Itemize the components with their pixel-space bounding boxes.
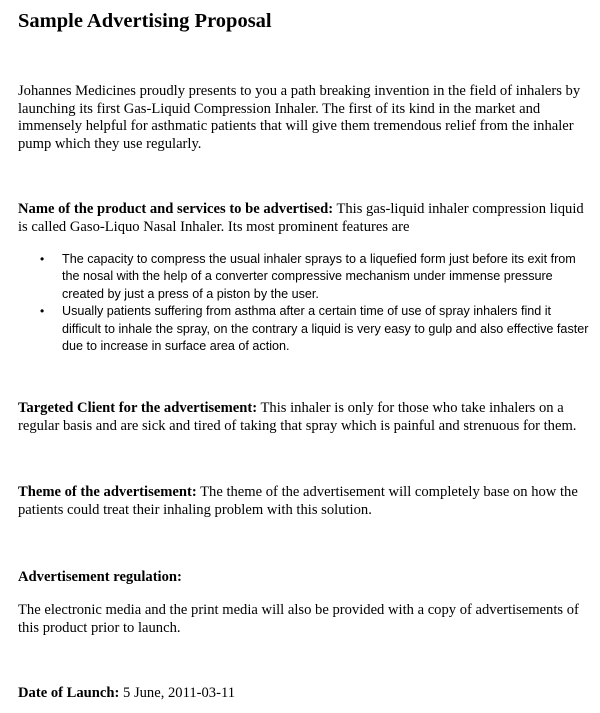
product-heading: Name of the product and services to be advertised:: [18, 201, 334, 217]
regulation-text: The electronic media and the print media will also be provided with a copy of advertisements of this product prior to launch.: [18, 602, 579, 636]
theme-heading: Theme of the advertisement:: [18, 484, 197, 500]
target-client-section: [18, 400, 588, 435]
product-text: This gas-liquid inhaler compression liquid is called Gaso-Liquo Nasal Inhaler. Its most prominent features are: [18, 201, 584, 235]
target-client-heading: Targeted Client for the advertisement:: [18, 400, 258, 416]
features-list: [18, 251, 590, 355]
feature-item: [18, 303, 590, 355]
intro-paragraph: Johannes Medicines proudly presents to you a path breaking invention in the field of inhalers by launching its first Gas-Liquid Compression Inhaler. The first of its kind in the market and immensely helpful for asthmatic patients that will give them tremendous relief from the inhaler pump which they use regularly.: [18, 83, 581, 152]
feature-text: The capacity to compress the usual inhaler sprays to a liquefied form just before its exit from the nosal with the help of a converter compressive mechanism under immense pressure created by just a press of a piston by the user.: [62, 252, 576, 301]
bullet-icon: •: [40, 252, 45, 266]
document-title: Sample Advertising Proposal: [18, 10, 272, 32]
target-client-text: This inhaler is only for those who take inhalers on a regular basis and are sick and tired of taking that spray which is painful and strenuous for them.: [18, 400, 577, 434]
theme-section: [18, 484, 588, 519]
bullet-icon: •: [40, 304, 45, 319]
launch-date: 5 June, 2011-03-11: [119, 685, 236, 701]
regulation-heading: Advertisement regulation:: [18, 569, 182, 585]
feature-text: Usually patients suffering from asthma after a certain time of use of spray inhalers find it difficult to inhale the spray, on the contrary a liquid is very easy to gulp and also effective faster due to increase in surface area of action.: [62, 304, 589, 354]
feature-item: [18, 251, 590, 303]
theme-text: The theme of the advertisement will completely base on how the patients could treat their inhaling problem with this solution.: [18, 484, 578, 518]
launch-heading: Date of Launch:: [18, 685, 120, 701]
product-section: [18, 201, 588, 236]
launch-section: [18, 685, 588, 703]
regulation-heading-line: [18, 569, 588, 587]
